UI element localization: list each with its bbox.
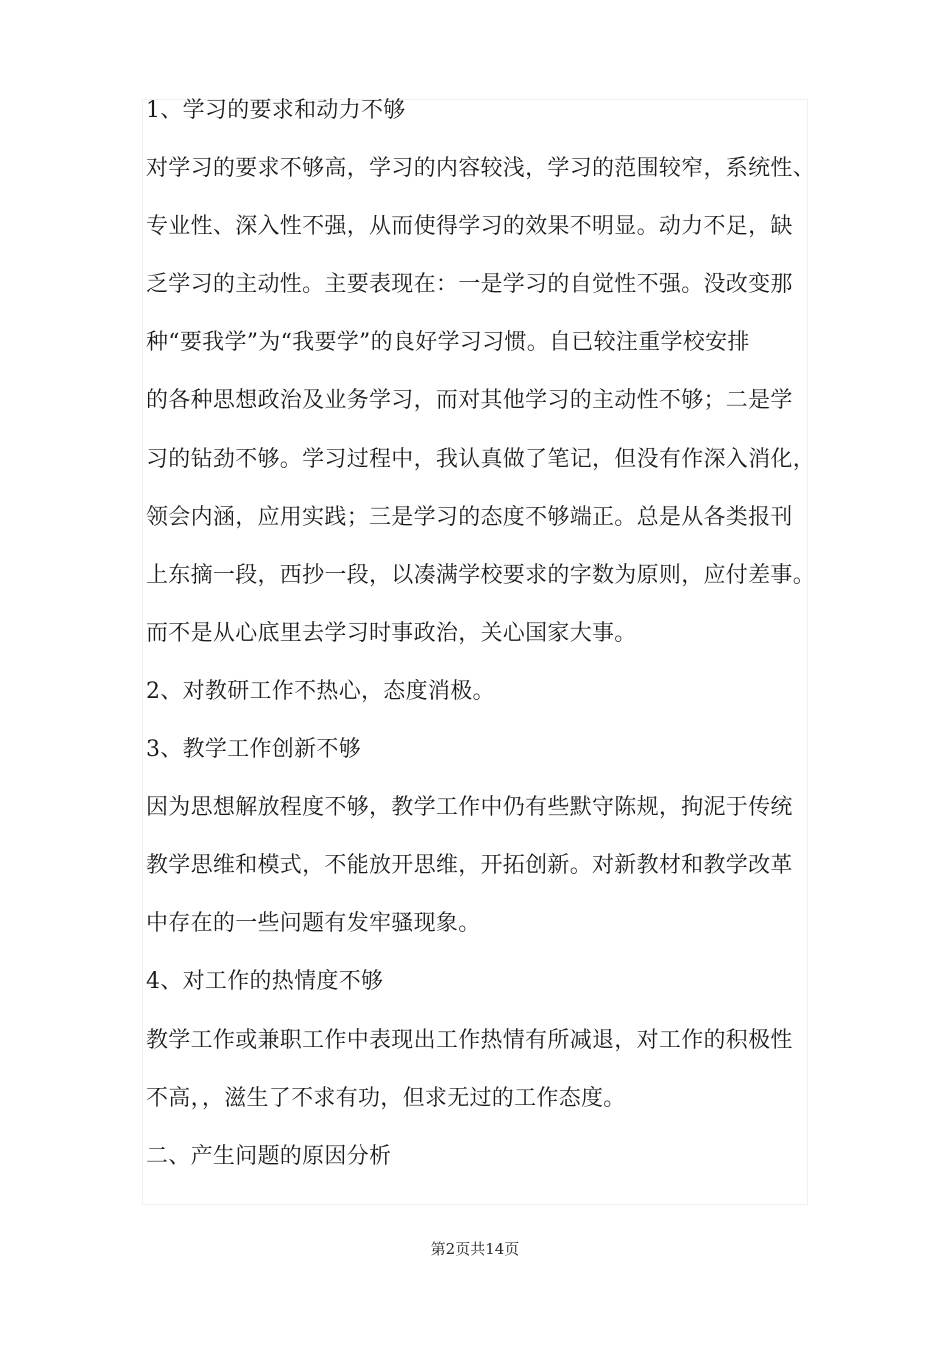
paragraph-line: 中存在的一些问题有发牢骚现象。	[146, 911, 481, 937]
paragraph-line: 教学工作或兼职工作中表现出工作热情有所减退，对工作的积极性	[146, 1027, 793, 1053]
paragraph-line: 而不是从心底里去学习时事政治，关心国家大事。	[146, 620, 637, 646]
heading-study-requirements: 1、学习的要求和动力不够	[146, 98, 406, 123]
paragraph-line: 因为思想解放程度不够，教学工作中仍有些默守陈规，拘泥于传统	[146, 795, 793, 821]
paragraph-line: 教学思维和模式，不能放开思维，开拓创新。对新教材和教学改革	[146, 853, 793, 879]
paragraph-line: 乏学习的主动性。主要表现在：一是学习的自觉性不强。没改变那	[146, 272, 793, 298]
document-body	[146, 82, 816, 1186]
paragraph-line: 专业性、深入性不强，从而使得学习的效果不明显。动力不足，缺	[146, 214, 793, 240]
paragraph-line: 不高，，滋生了不求有功，但求无过的工作态度。	[146, 1085, 626, 1111]
heading-teaching-research: 2、对教研工作不热心，态度消极。	[146, 678, 495, 704]
section-heading-cause-analysis: 二、产生问题的原因分析	[146, 1143, 392, 1169]
paragraph-line: 对学习的要求不够高，学习的内容较浅，学习的范围较窄，系统性、	[146, 156, 816, 182]
heading-work-enthusiasm: 4、对工作的热情度不够	[146, 969, 384, 995]
paragraph-line: 上东摘一段，西抄一段，以凑满学校要求的字数为原则，应付差事。	[146, 562, 816, 588]
heading-teaching-innovation: 3、教学工作创新不够	[146, 737, 361, 763]
page-number: 第2页共14页	[430, 1240, 520, 1258]
paragraph-line: 习的钻劲不够。学习过程中，我认真做了笔记，但没有作深入消化，	[146, 446, 816, 472]
paragraph-line: 领会内涵，应用实践；三是学习的态度不够端正。总是从各类报刊	[146, 504, 793, 530]
paragraph-line: 的各种思想政治及业务学习，而对其他学习的主动性不够；二是学	[146, 388, 793, 414]
paragraph-line: 种“要我学”为“我要学”的良好学习习惯。自已较注重学校安排	[146, 330, 750, 356]
